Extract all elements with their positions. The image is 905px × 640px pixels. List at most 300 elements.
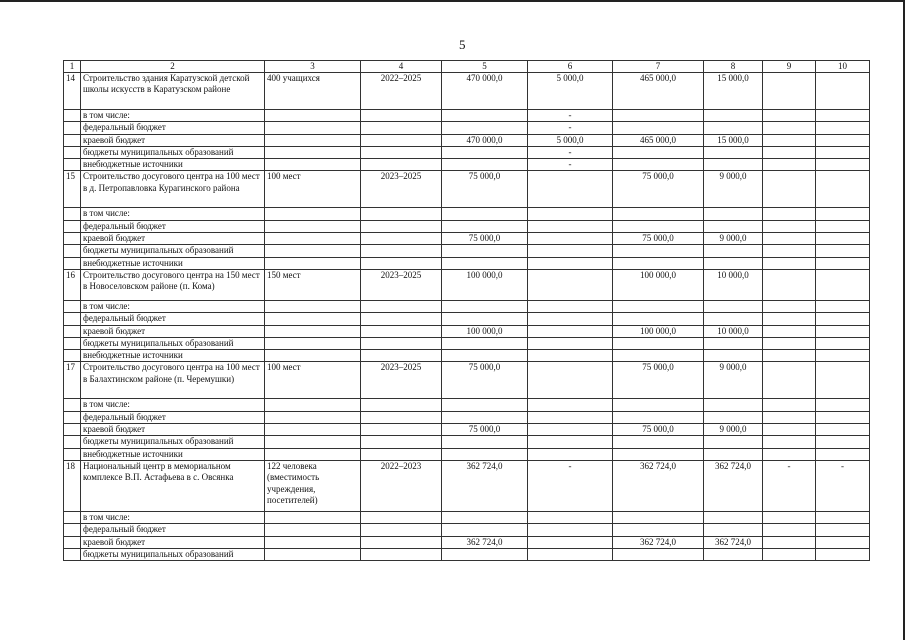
value-c10	[816, 536, 870, 548]
value-c9	[763, 436, 816, 448]
value-c7: 100 000,0	[613, 269, 704, 300]
value-c10: -	[816, 460, 870, 511]
funding-source-label: внебюджетные источники	[81, 159, 265, 171]
value-c10	[816, 208, 870, 220]
value-c9	[763, 511, 816, 523]
value-c6	[528, 269, 613, 300]
capacity-empty	[265, 411, 361, 423]
value-c5	[442, 548, 528, 560]
value-c5: 75 000,0	[442, 171, 528, 208]
project-period: 2022–2023	[361, 460, 442, 511]
funding-source-label: в том числе:	[81, 110, 265, 122]
capacity-empty	[265, 110, 361, 122]
row-number: 16	[64, 269, 81, 300]
value-c8	[704, 159, 763, 171]
capacity-empty	[265, 350, 361, 362]
funding-source-label: краевой бюджет	[81, 325, 265, 337]
value-c7	[613, 208, 704, 220]
capacity-empty	[265, 245, 361, 257]
value-c8: 9 000,0	[704, 233, 763, 245]
value-c10	[816, 548, 870, 560]
table-row-project	[64, 171, 870, 208]
row-number: 17	[64, 362, 81, 399]
value-c5	[442, 350, 528, 362]
value-c5	[442, 411, 528, 423]
page-top-border	[0, 0, 905, 2]
column-number: 1	[64, 61, 81, 73]
row-number: 18	[64, 460, 81, 511]
table-row-source	[64, 257, 870, 269]
column-number: 2	[81, 61, 265, 73]
value-c7: 75 000,0	[613, 424, 704, 436]
funding-source-label: внебюджетные источники	[81, 257, 265, 269]
value-c8	[704, 300, 763, 312]
column-number: 8	[704, 61, 763, 73]
table-row-source	[64, 536, 870, 548]
table-row-source	[64, 548, 870, 560]
column-number: 3	[265, 61, 361, 73]
value-c9	[763, 524, 816, 536]
value-c10	[816, 171, 870, 208]
value-c10	[816, 313, 870, 325]
value-c9	[763, 208, 816, 220]
project-capacity: 150 мест	[265, 269, 361, 300]
value-c6: -	[528, 460, 613, 511]
table-row-source	[64, 448, 870, 460]
table-row-source	[64, 436, 870, 448]
value-c10	[816, 110, 870, 122]
table-row-source	[64, 524, 870, 536]
value-c8	[704, 411, 763, 423]
period-empty	[361, 233, 442, 245]
project-capacity: 122 человека (вместимость учреждения, посетителей)	[265, 460, 361, 511]
value-c9	[763, 220, 816, 232]
row-number-empty	[64, 448, 81, 460]
capacity-empty	[265, 146, 361, 158]
value-c10	[816, 337, 870, 349]
capacity-empty	[265, 233, 361, 245]
table-row-project	[64, 362, 870, 399]
value-c10	[816, 134, 870, 146]
capacity-empty	[265, 122, 361, 134]
page-number: 5	[459, 37, 466, 52]
value-c8: 362 724,0	[704, 460, 763, 511]
table-row-project	[64, 269, 870, 300]
value-c8: 10 000,0	[704, 269, 763, 300]
value-c9	[763, 122, 816, 134]
column-number: 5	[442, 61, 528, 73]
capacity-empty	[265, 524, 361, 536]
funding-source-label: внебюджетные источники	[81, 448, 265, 460]
table-row-source	[64, 350, 870, 362]
value-c6	[528, 257, 613, 269]
column-number: 9	[763, 61, 816, 73]
value-c5	[442, 110, 528, 122]
capacity-empty	[265, 220, 361, 232]
value-c6	[528, 362, 613, 399]
capacity-empty	[265, 159, 361, 171]
project-period: 2023–2025	[361, 269, 442, 300]
row-number-empty	[64, 122, 81, 134]
period-empty	[361, 159, 442, 171]
value-c8	[704, 436, 763, 448]
value-c8	[704, 220, 763, 232]
row-number-empty	[64, 536, 81, 548]
value-c6	[528, 411, 613, 423]
value-c7	[613, 313, 704, 325]
row-number-empty	[64, 399, 81, 411]
value-c6	[528, 536, 613, 548]
value-c9	[763, 233, 816, 245]
row-number-empty	[64, 134, 81, 146]
table-row-source	[64, 399, 870, 411]
value-c8	[704, 524, 763, 536]
period-empty	[361, 146, 442, 158]
value-c6	[528, 436, 613, 448]
funding-source-label: в том числе:	[81, 300, 265, 312]
value-c7	[613, 110, 704, 122]
value-c6	[528, 337, 613, 349]
period-empty	[361, 110, 442, 122]
value-c10	[816, 436, 870, 448]
funding-source-label: краевой бюджет	[81, 424, 265, 436]
value-c5: 100 000,0	[442, 269, 528, 300]
value-c9	[763, 536, 816, 548]
value-c7	[613, 159, 704, 171]
project-name: Строительство досугового центра на 150 мест в Новоселовском районе (п. Кома)	[81, 269, 265, 300]
value-c6	[528, 171, 613, 208]
value-c10	[816, 511, 870, 523]
value-c7	[613, 448, 704, 460]
value-c8	[704, 448, 763, 460]
value-c10	[816, 146, 870, 158]
value-c6	[528, 313, 613, 325]
value-c5	[442, 146, 528, 158]
capacity-empty	[265, 208, 361, 220]
period-empty	[361, 511, 442, 523]
value-c9	[763, 134, 816, 146]
value-c6	[528, 300, 613, 312]
value-c7: 75 000,0	[613, 171, 704, 208]
value-c6: -	[528, 110, 613, 122]
value-c6: 5 000,0	[528, 134, 613, 146]
value-c5: 75 000,0	[442, 233, 528, 245]
value-c10	[816, 220, 870, 232]
funding-source-label: краевой бюджет	[81, 536, 265, 548]
value-c9	[763, 362, 816, 399]
capacity-empty	[265, 300, 361, 312]
value-c6	[528, 245, 613, 257]
value-c8	[704, 245, 763, 257]
value-c7: 100 000,0	[613, 325, 704, 337]
period-empty	[361, 300, 442, 312]
value-c9	[763, 548, 816, 560]
value-c8: 9 000,0	[704, 424, 763, 436]
value-c8: 9 000,0	[704, 362, 763, 399]
funding-source-label: внебюджетные источники	[81, 350, 265, 362]
row-number-empty	[64, 511, 81, 523]
project-name: Строительство досугового центра на 100 мест в д. Петропавловка Курагинского района	[81, 171, 265, 208]
value-c10	[816, 300, 870, 312]
project-capacity: 400 учащихся	[265, 73, 361, 110]
table-row-source	[64, 110, 870, 122]
value-c6: -	[528, 159, 613, 171]
value-c9	[763, 159, 816, 171]
value-c5: 362 724,0	[442, 460, 528, 511]
project-capacity: 100 мест	[265, 362, 361, 399]
value-c7	[613, 524, 704, 536]
value-c5	[442, 122, 528, 134]
value-c7: 362 724,0	[613, 460, 704, 511]
value-c9	[763, 245, 816, 257]
value-c7	[613, 350, 704, 362]
column-number-row	[64, 61, 870, 73]
period-empty	[361, 134, 442, 146]
table-row-source	[64, 134, 870, 146]
table-row-source	[64, 245, 870, 257]
value-c10	[816, 122, 870, 134]
period-empty	[361, 436, 442, 448]
row-number-empty	[64, 245, 81, 257]
table-body	[64, 61, 870, 561]
project-name: Строительство здания Каратузской детской школы искусств в Каратузском районе	[81, 73, 265, 110]
value-c5	[442, 300, 528, 312]
value-c5	[442, 313, 528, 325]
funding-source-label: бюджеты муниципальных образований	[81, 548, 265, 560]
value-c10	[816, 245, 870, 257]
funding-source-label: в том числе:	[81, 399, 265, 411]
value-c6	[528, 220, 613, 232]
value-c5	[442, 511, 528, 523]
table-row-source	[64, 511, 870, 523]
value-c8: 15 000,0	[704, 73, 763, 110]
value-c6: 5 000,0	[528, 73, 613, 110]
capacity-empty	[265, 436, 361, 448]
value-c10	[816, 73, 870, 110]
value-c8	[704, 146, 763, 158]
value-c9	[763, 448, 816, 460]
value-c7: 465 000,0	[613, 134, 704, 146]
value-c6	[528, 424, 613, 436]
value-c10	[816, 350, 870, 362]
capacity-empty	[265, 536, 361, 548]
table-row-source	[64, 325, 870, 337]
project-name: Национальный центр в мемориальном комплексе В.П. Астафьева в с. Овсянка	[81, 460, 265, 511]
row-number-empty	[64, 548, 81, 560]
value-c10	[816, 524, 870, 536]
row-number-empty	[64, 110, 81, 122]
row-number-empty	[64, 337, 81, 349]
value-c10	[816, 325, 870, 337]
value-c7	[613, 146, 704, 158]
row-number: 15	[64, 171, 81, 208]
value-c9	[763, 269, 816, 300]
value-c8: 15 000,0	[704, 134, 763, 146]
period-empty	[361, 350, 442, 362]
period-empty	[361, 122, 442, 134]
value-c7	[613, 436, 704, 448]
value-c10	[816, 399, 870, 411]
value-c7	[613, 300, 704, 312]
row-number-empty	[64, 146, 81, 158]
period-empty	[361, 220, 442, 232]
value-c5: 100 000,0	[442, 325, 528, 337]
row-number-empty	[64, 208, 81, 220]
funding-source-label: краевой бюджет	[81, 233, 265, 245]
value-c5	[442, 337, 528, 349]
value-c6	[528, 448, 613, 460]
table-row-source	[64, 159, 870, 171]
value-c10	[816, 448, 870, 460]
value-c10	[816, 411, 870, 423]
funding-source-label: краевой бюджет	[81, 134, 265, 146]
period-empty	[361, 208, 442, 220]
value-c7	[613, 257, 704, 269]
funding-source-label: в том числе:	[81, 511, 265, 523]
value-c9	[763, 411, 816, 423]
row-number-empty	[64, 424, 81, 436]
column-number: 4	[361, 61, 442, 73]
value-c9	[763, 313, 816, 325]
row-number-empty	[64, 524, 81, 536]
value-c9	[763, 337, 816, 349]
value-c7: 75 000,0	[613, 362, 704, 399]
capacity-empty	[265, 134, 361, 146]
project-period: 2022–2025	[361, 73, 442, 110]
value-c5	[442, 208, 528, 220]
value-c6	[528, 548, 613, 560]
table-row-source	[64, 220, 870, 232]
value-c5: 362 724,0	[442, 536, 528, 548]
value-c6	[528, 325, 613, 337]
value-c5: 470 000,0	[442, 134, 528, 146]
value-c5: 75 000,0	[442, 424, 528, 436]
investment-table	[63, 60, 870, 561]
funding-source-label: бюджеты муниципальных образований	[81, 146, 265, 158]
row-number-empty	[64, 436, 81, 448]
value-c6	[528, 399, 613, 411]
table-row-project	[64, 460, 870, 511]
value-c10	[816, 362, 870, 399]
row-number-empty	[64, 300, 81, 312]
value-c7: 465 000,0	[613, 73, 704, 110]
project-period: 2023–2025	[361, 171, 442, 208]
row-number-empty	[64, 233, 81, 245]
value-c6	[528, 208, 613, 220]
value-c5	[442, 257, 528, 269]
value-c9	[763, 171, 816, 208]
table-row-source	[64, 424, 870, 436]
funding-source-label: федеральный бюджет	[81, 122, 265, 134]
row-number-empty	[64, 257, 81, 269]
value-c10	[816, 159, 870, 171]
row-number-empty	[64, 350, 81, 362]
value-c5	[442, 220, 528, 232]
table-row-project	[64, 73, 870, 110]
row-number-empty	[64, 220, 81, 232]
value-c10	[816, 257, 870, 269]
funding-source-label: бюджеты муниципальных образований	[81, 245, 265, 257]
value-c8	[704, 313, 763, 325]
value-c9	[763, 399, 816, 411]
value-c8	[704, 110, 763, 122]
capacity-empty	[265, 313, 361, 325]
period-empty	[361, 424, 442, 436]
period-empty	[361, 399, 442, 411]
row-number-empty	[64, 411, 81, 423]
value-c6	[528, 233, 613, 245]
value-c9	[763, 73, 816, 110]
funding-source-label: федеральный бюджет	[81, 411, 265, 423]
capacity-empty	[265, 399, 361, 411]
row-number-empty	[64, 313, 81, 325]
funding-source-label: федеральный бюджет	[81, 524, 265, 536]
funding-source-label: федеральный бюджет	[81, 220, 265, 232]
value-c9	[763, 146, 816, 158]
value-c7: 75 000,0	[613, 233, 704, 245]
period-empty	[361, 325, 442, 337]
capacity-empty	[265, 325, 361, 337]
column-number: 7	[613, 61, 704, 73]
table-row-source	[64, 122, 870, 134]
project-name: Строительство досугового центра на 100 мест в Балахтинском районе (п. Черемушки)	[81, 362, 265, 399]
period-empty	[361, 524, 442, 536]
period-empty	[361, 245, 442, 257]
value-c8	[704, 122, 763, 134]
value-c7	[613, 511, 704, 523]
capacity-empty	[265, 548, 361, 560]
value-c5	[442, 436, 528, 448]
project-period: 2023–2025	[361, 362, 442, 399]
value-c8: 9 000,0	[704, 171, 763, 208]
funding-source-label: в том числе:	[81, 208, 265, 220]
capacity-empty	[265, 257, 361, 269]
table-row-source	[64, 233, 870, 245]
value-c5	[442, 448, 528, 460]
period-empty	[361, 257, 442, 269]
value-c6	[528, 350, 613, 362]
row-number-empty	[64, 159, 81, 171]
value-c6	[528, 511, 613, 523]
capacity-empty	[265, 424, 361, 436]
value-c8	[704, 208, 763, 220]
period-empty	[361, 337, 442, 349]
table-row-source	[64, 146, 870, 158]
value-c9	[763, 424, 816, 436]
value-c5: 75 000,0	[442, 362, 528, 399]
column-number: 6	[528, 61, 613, 73]
table-row-source	[64, 337, 870, 349]
table-row-source	[64, 208, 870, 220]
value-c5: 470 000,0	[442, 73, 528, 110]
value-c7	[613, 220, 704, 232]
funding-source-label: бюджеты муниципальных образований	[81, 337, 265, 349]
value-c9	[763, 110, 816, 122]
value-c6: -	[528, 122, 613, 134]
row-number-empty	[64, 325, 81, 337]
value-c8: 362 724,0	[704, 536, 763, 548]
table-row-source	[64, 411, 870, 423]
value-c9	[763, 300, 816, 312]
value-c9	[763, 257, 816, 269]
value-c5	[442, 245, 528, 257]
capacity-empty	[265, 448, 361, 460]
value-c8	[704, 399, 763, 411]
period-empty	[361, 548, 442, 560]
column-number: 10	[816, 61, 870, 73]
value-c8: 10 000,0	[704, 325, 763, 337]
value-c9	[763, 325, 816, 337]
